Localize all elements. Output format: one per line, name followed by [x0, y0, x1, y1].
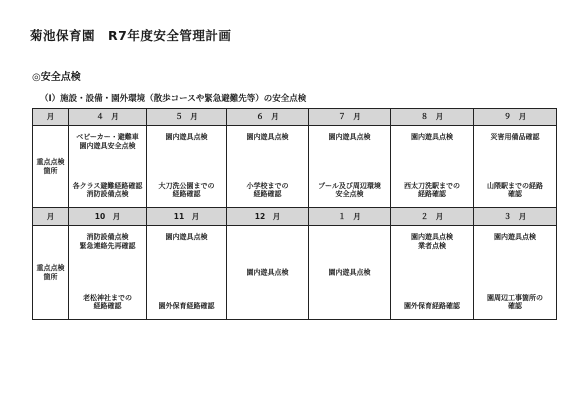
inspection-item: 園内遊具点検: [165, 233, 208, 241]
inspection-item: プール及び周辺環境: [318, 181, 381, 190]
schedule-cell: [147, 126, 227, 208]
cell-middle-items: [309, 268, 390, 277]
inspection-item: 消防設備点検: [86, 190, 129, 199]
inspection-item: 業者点検: [418, 241, 446, 250]
schedule-cell: [474, 126, 557, 208]
schedule-cell: [69, 126, 147, 208]
schedule-cell: [69, 226, 147, 320]
table1-body-row: [33, 126, 557, 208]
table2-header-row: [33, 208, 557, 226]
inspection-item: 園内遊具点検: [165, 133, 208, 141]
cell-top-items: [474, 233, 556, 242]
month-label-cell: 月: [33, 208, 69, 226]
inspection-item: 園内遊具点検: [411, 133, 453, 141]
cell-bottom-items: [474, 182, 556, 200]
inspection-item: 園内遊具点検: [246, 133, 289, 141]
cell-top-items: [147, 133, 226, 142]
inspection-item: 経路確認: [253, 190, 282, 199]
cell-top-items: [147, 233, 226, 242]
month-header: ７ 月: [309, 109, 391, 126]
inspection-item: 消防設備点検: [86, 233, 129, 241]
month-header: 12 月: [227, 208, 309, 226]
month-header: ９ 月: [474, 109, 557, 126]
cell-top-items: [391, 133, 473, 142]
inspection-item: 経路確認: [172, 190, 201, 199]
inspection-item: 確認: [508, 302, 522, 311]
inspection-item: 園内遊具点検: [246, 268, 289, 277]
table1-header-row: [33, 109, 557, 126]
inspection-item: 園内遊具点検: [494, 233, 536, 241]
month-header: ６ 月: [227, 109, 309, 126]
schedule-cell: [391, 126, 474, 208]
table2-body-row: [33, 226, 557, 320]
inspection-item: 園内遊具安全点検: [79, 141, 136, 150]
month-header: 11 月: [147, 208, 227, 226]
inspection-item: 各クラス避難経路確認: [72, 181, 143, 190]
document-title: 菊池保育園 R7年度安全管理計画: [30, 28, 232, 43]
cell-top-items: [474, 133, 556, 142]
inspection-item: 老松神社までの: [83, 293, 132, 302]
schedule-cell: [309, 226, 391, 320]
schedule-cell: [391, 226, 474, 320]
inspection-item: 園周辺工事箇所の: [487, 293, 543, 302]
cell-bottom-items: [69, 294, 146, 312]
inspection-item: 園内遊具点検: [328, 133, 371, 141]
inspection-item: 大刀洗公園までの: [158, 181, 215, 190]
inspection-item: 園内遊具点検: [411, 233, 453, 241]
inspection-item: 災害用備品確認: [490, 133, 540, 141]
inspection-item: 園外保育経路確認: [158, 302, 215, 311]
inspection-item: 西太刀洗駅までの: [404, 181, 460, 190]
schedule-cell: [147, 226, 227, 320]
cell-bottom-items: [69, 182, 146, 200]
row-label: [33, 226, 69, 320]
cell-bottom-items: [309, 182, 390, 200]
cell-top-items: [309, 133, 390, 142]
inspection-item: 確認: [508, 190, 522, 199]
sub-heading: （Ⅰ）施設・設備・園外環境（散歩コースや緊急避難先等）の安全点検: [40, 94, 307, 104]
section-heading: ◎安全点検: [32, 72, 81, 83]
month-header: ３ 月: [474, 208, 557, 226]
month-header: ８ 月: [391, 109, 474, 126]
schedule-cell: [309, 126, 391, 208]
cell-top-items: [69, 233, 146, 251]
inspection-item: 園外保育経路確認: [404, 302, 460, 311]
month-header: ４ 月: [69, 109, 147, 126]
row-label-line: 箇所: [43, 272, 58, 281]
row-label-line: 箇所: [43, 166, 58, 175]
inspection-item: ベビーカー・避難車: [76, 133, 139, 141]
cell-bottom-items: [474, 294, 556, 312]
month-header: ５ 月: [147, 109, 227, 126]
row-label-line: 重点点検: [36, 157, 65, 166]
cell-top-items: [69, 133, 146, 151]
inspection-item: 山隈駅までの経路: [487, 181, 543, 190]
inspection-item: 小学校までの: [246, 181, 289, 190]
cell-top-items: [391, 233, 473, 251]
schedule-cell: [474, 226, 557, 320]
safety-inspection-table: [32, 108, 557, 320]
inspection-item: 安全点検: [335, 190, 364, 199]
row-label: [33, 126, 69, 208]
inspection-item: 緊急連絡先再確認: [79, 241, 136, 250]
inspection-item: 園内遊具点検: [328, 268, 371, 277]
month-header: ２ 月: [391, 208, 474, 226]
month-header: 10 月: [69, 208, 147, 226]
cell-bottom-items: [391, 302, 473, 311]
row-label-line: 重点点検: [36, 263, 65, 272]
inspection-item: 経路確認: [93, 302, 122, 311]
cell-top-items: [227, 133, 308, 142]
cell-bottom-items: [147, 302, 226, 311]
cell-bottom-items: [147, 182, 226, 200]
inspection-item: 経路確認: [418, 190, 446, 199]
schedule-cell: [227, 226, 309, 320]
cell-bottom-items: [227, 182, 308, 200]
month-label-cell: 月: [33, 109, 69, 126]
month-header: １ 月: [309, 208, 391, 226]
cell-bottom-items: [391, 182, 473, 200]
schedule-cell: [227, 126, 309, 208]
cell-middle-items: [227, 268, 308, 277]
